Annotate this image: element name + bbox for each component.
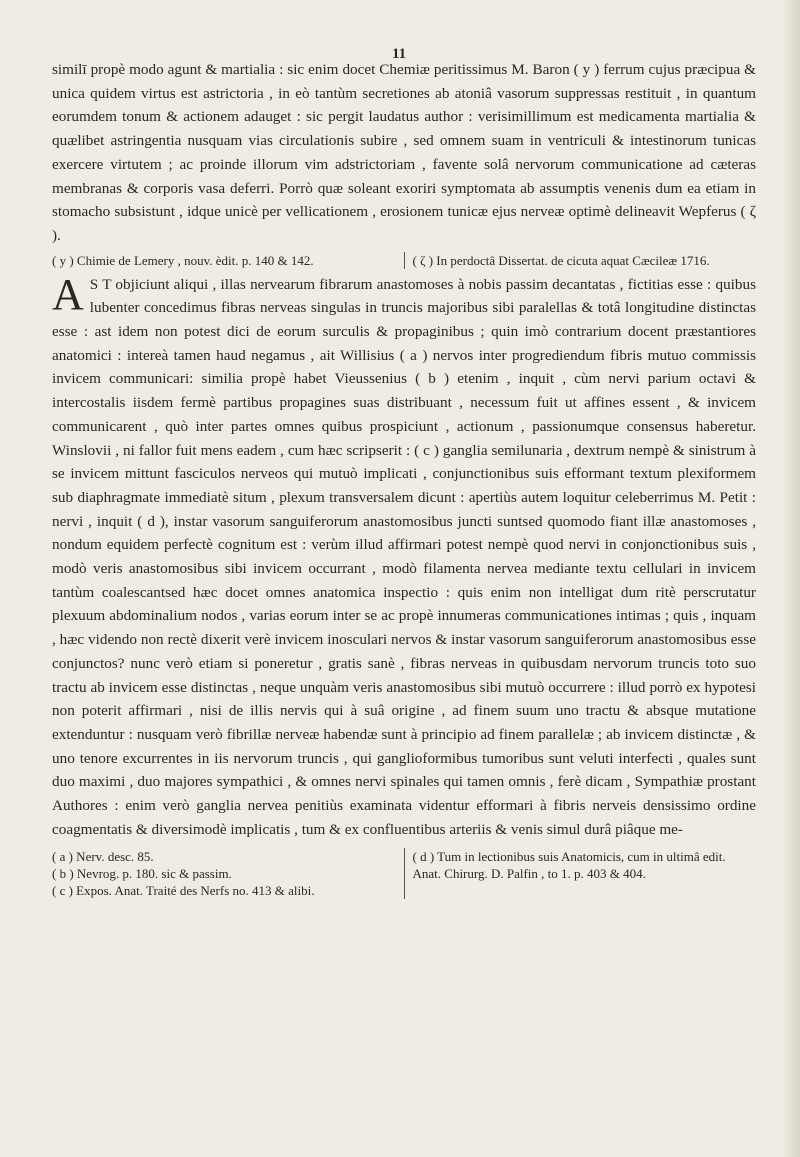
footnote-a: ( a ) Nerv. desc. 85. — [52, 848, 154, 864]
page-number: 11 — [392, 46, 407, 62]
footnotes-top — [52, 252, 756, 269]
footnote-c: ( c ) Expos. Anat. Traité des Nerfs no. 413 & alibi. — [52, 882, 315, 898]
footnotes-bottom-left — [52, 848, 396, 899]
footnote-y: ( y ) Chimie de Lemery , nouv. èdit. p. 140 & 142. — [52, 252, 314, 268]
scan-edge-shadow — [782, 0, 800, 1157]
paragraph-1: similī propè modo agunt & martialia : sic enim docet Chemiæ peritissimus M. Baron ( y ) ferrum cujus præcipua & unica quidem virtus est astrictoria , in eò tantùm secretiones ab atoniâ vasorum suppressas restituit , in quantum eorumdem tonum & actionem adauget : sic pergit laudatus author : verisimillimum est medicamenta martialia & quælibet astringentia nusquam vias circulationis subire , sed omnem suam in ventriculi & intestinorum tunicas exercere virtutem ; ac proinde illorum vim adstrictoriam , favente solâ nervorum communicatione ad cæteras membranas & corporis vasa deferri. Porrò quæ soleant exoriri symptomata ab assumptis venenis dum ea etiam in stomacho subsistunt , idque unicè per vellicationem , erosionem tunicæ ejus nerveæ optimè delineavit Wepferus ( ζ ). — [52, 61, 756, 244]
footnote-d: ( d ) Tum in lectionibus suis Anatomicis, cum in ultimâ edit. Anat. Chirurg. D. Palfin , to 1. p. 403 & 404. — [412, 848, 726, 881]
drop-capital: A — [52, 269, 84, 319]
footnote-z: ( ζ ) In perdoctâ Dissertat. de cicuta aquat Cæcileæ 1716. — [404, 252, 757, 269]
footnotes-bottom-right — [404, 848, 757, 899]
paragraph-2 — [52, 269, 756, 842]
footnotes-bottom — [52, 848, 756, 899]
paragraph-2-text: S T objiciunt aliqui , illas nervearum fibrarum anastomoses à nobis passim decantatas , fictitias esse : quibus lubenter concedimus fibras nerveas singulas in truncis majoribus sibi paralellas & totâ longitudine distinctas esse : ast idem non potest dici de eorum surculis & propaginibus ; quin imò contrarium docent præstantiores anatomici : intereà tamen haud negamus , ait Willisius ( a ) nervos inter progrediendum fibris mutuo commissis invicem communicari: similia propè habet Vieussenius ( b ) etenim , inquit , cùm nervi parium octavi & intercostalis iisdem fermè partibus propagines suas distribuant , necessum fuit ut affines essent , & invicem communicarent , quò inter partes omnes quibus prospiciunt , actionum , passionumque consensus haberetur. Winslovii , ni fallor fuit mens eadem , cum hæc scripserit : ( c ) ganglia semilunaria , dextrum nempè & sinistrum à se invicem mittunt fasciculos nerveos qui mutuò implicati , conjunctionibus suis efformant textum plexiformem sub diaphragmate immediatè situm , plexum transversalem dicunt : apertiùs autem loquitur celeberrimus M. Petit : nervi , inquit ( d ), instar vasorum sanguiferorum anastomosibus juncti suntsed quomodo fiant illæ anastomoses , nondum equidem perfectè cognitum est : verùm illud affirmari potest nempè quod nervi in conjonctionibus suis , modò veris anastomosibus sibi invicem occurrant , modò filamenta nervea mediante textu cellulari in invicem tantùm coalescantsed hæc docet omnes anatomica inspectio : quis enim non intelligat dum ritè perscrutatur plexuum abdominalium nodos , varias eorum inter se ac propè innumeras communicationes intimas ; quis , inquam , hæc videndo non rectè dixerit verè invicem inosculari nervos & instar vasorum sanguiferorum anastomosibus esse conjunctos? nunc verò etiam si poneretur , gratis sanè , fibras nerveas in quibusdam nervorum truncis toto suo tractu ab invicem esse distinctas , neque unquàm veris anastomosibus sibi mutuò occurrere : illud porrò ex hypotesi non poterit affirmari , nisi de illis nervis qui à suâ origine , ad finem suum uno tractu & absque mutatione extenduntur : nusquam verò fibrillæ nerveæ habendæ sunt à principio ad finem parallelæ ; ab invicem distinctæ , & uno tenore excurrentes in iis nervorum truncis , qui ganglioformibus tumoribus sunt veluti interfecti , quales sunt duo maximi , duo majores sympathici , & omnes nervi spinales qui tamen omnis , ferè dicam , Sympathiæ prostant Authores : enim verò ganglia nervea penitiùs examinata videntur efformari à fibris nerveis densissimo ordine coagmentatis & diversimodè implicatis , tum & ex confluentibus arteriis & venis simul durâ piâque me- — [52, 275, 756, 838]
footnote-b: ( b ) Nevrog. p. 180. sic & passim. — [52, 865, 232, 881]
